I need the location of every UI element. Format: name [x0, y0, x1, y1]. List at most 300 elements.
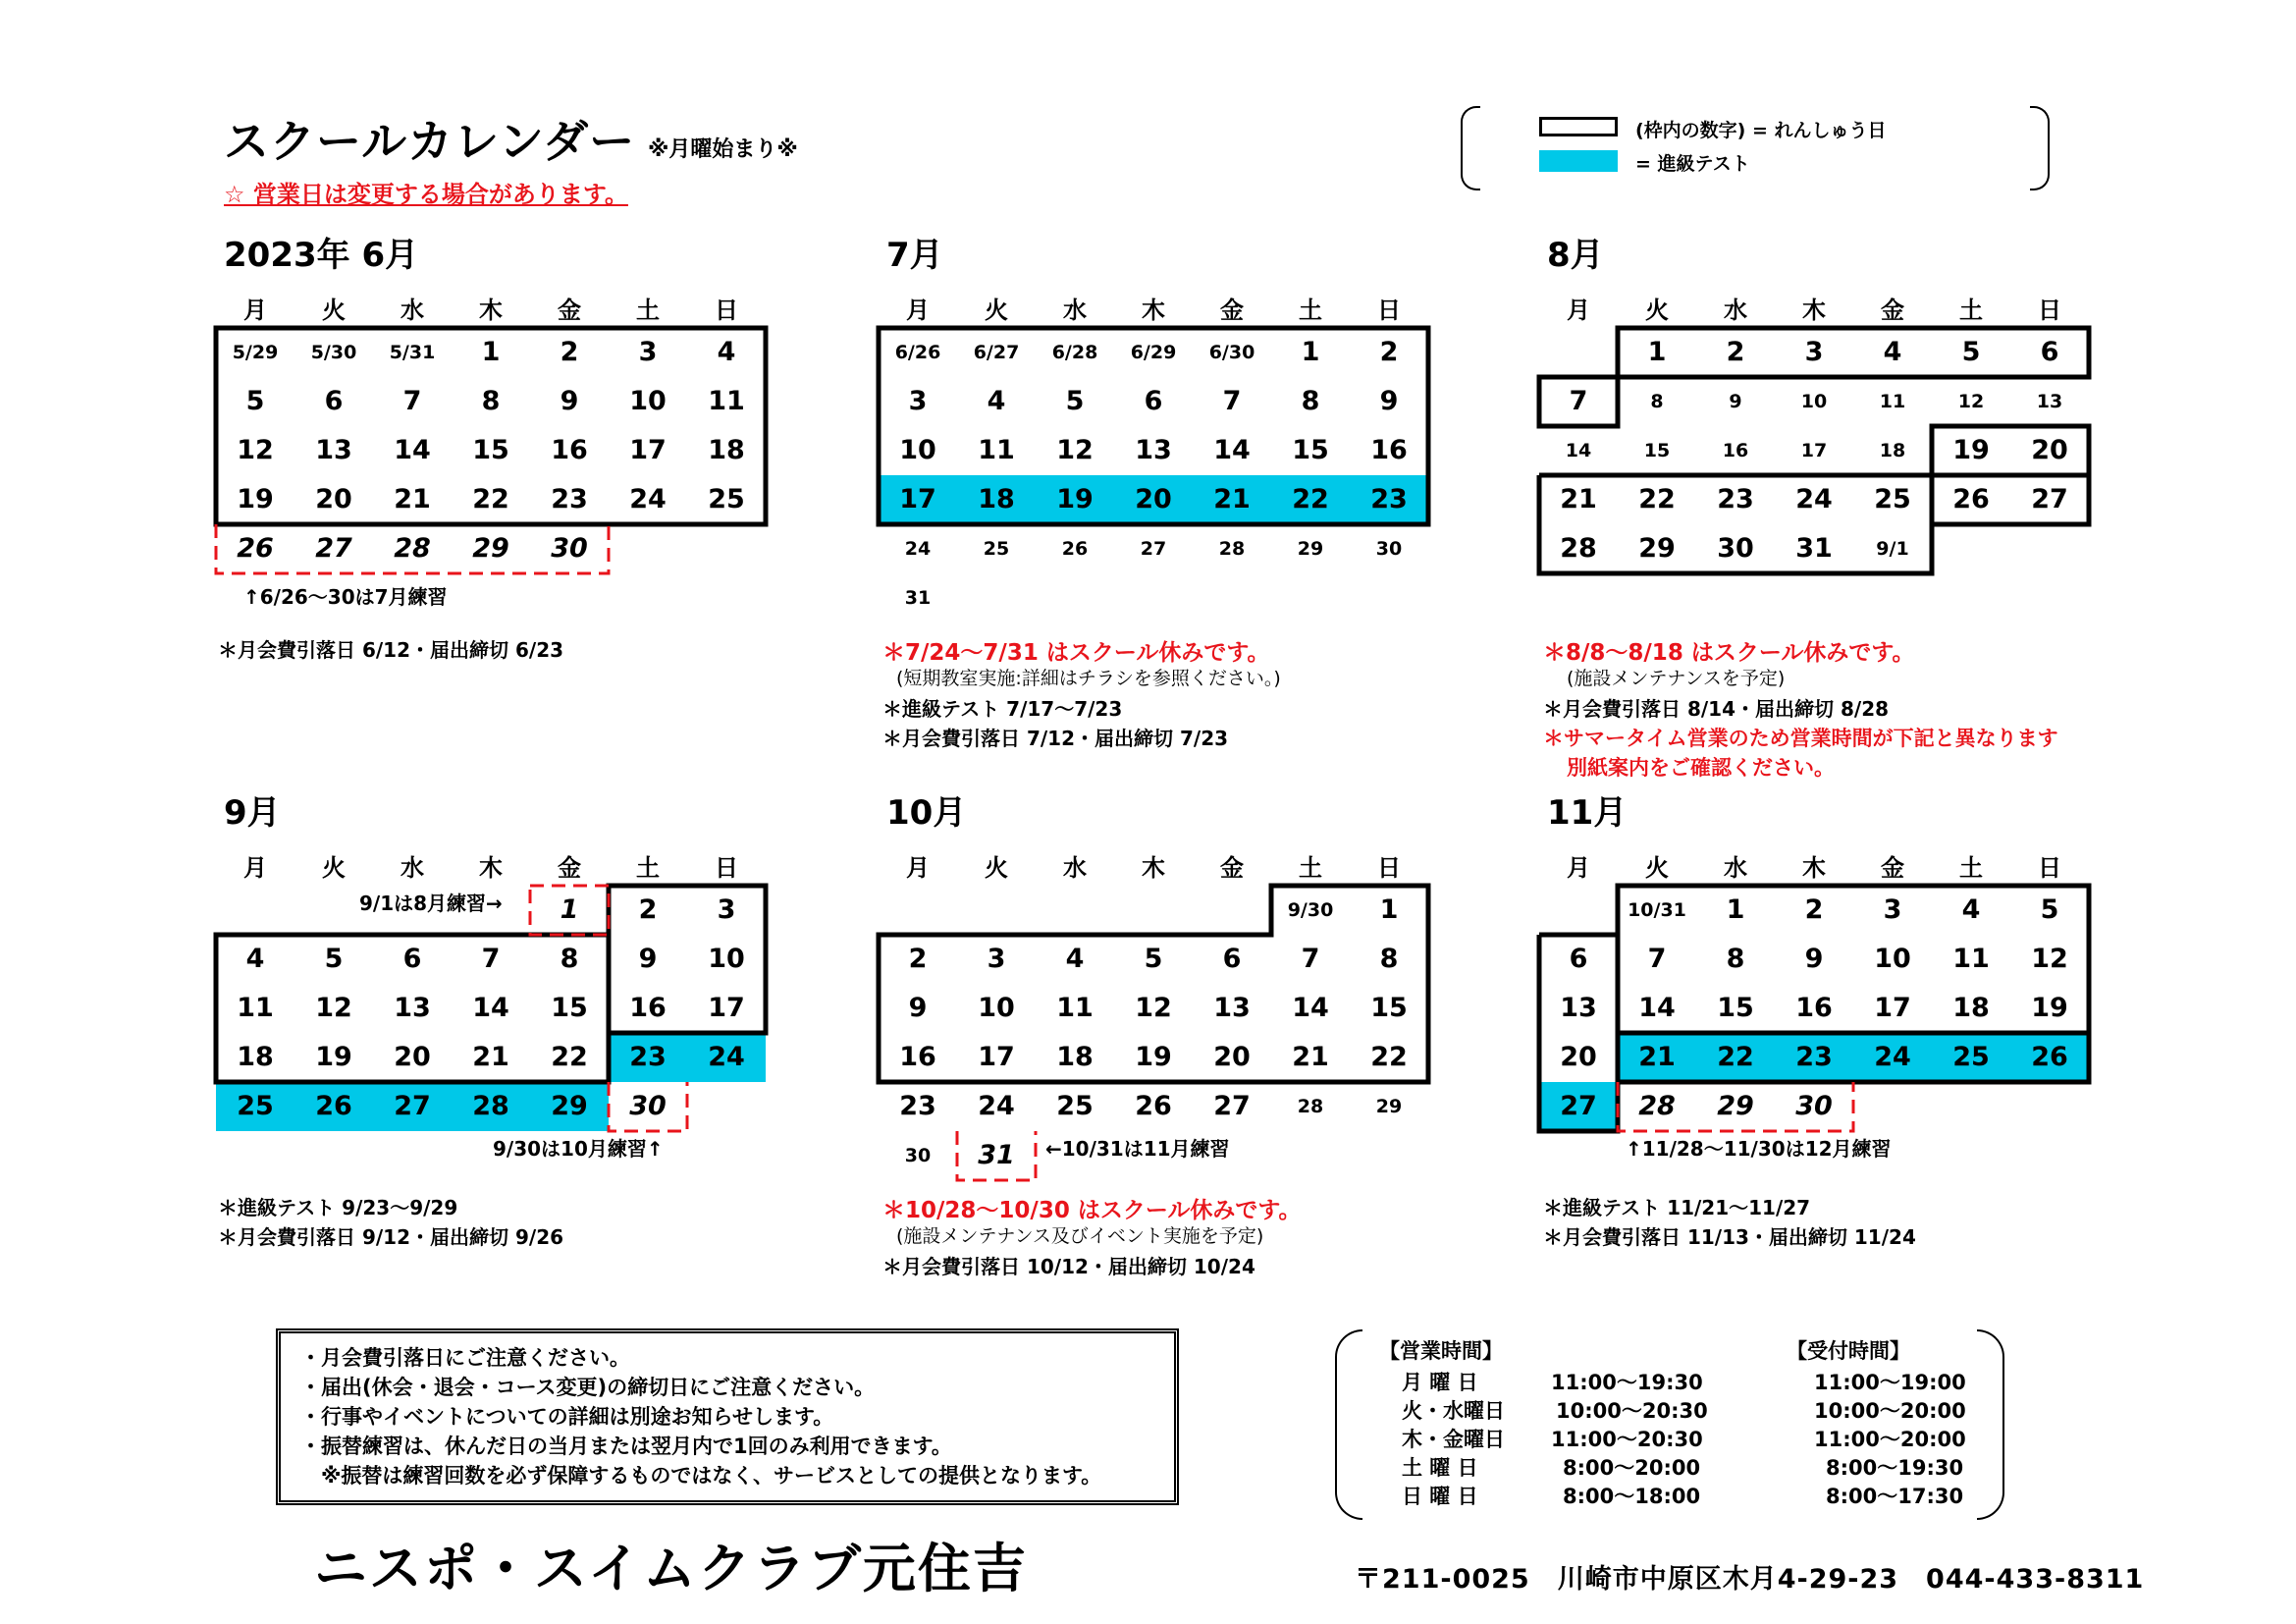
weekday-header: 月: [243, 297, 267, 324]
day-cell: 20: [394, 1042, 431, 1072]
day-cell: 3: [1883, 894, 1902, 925]
day-cell: 6: [2040, 337, 2059, 367]
day-cell: 23: [609, 1033, 687, 1082]
practice-days-outline: [1539, 886, 2089, 1131]
day-cell: 21: [1560, 484, 1597, 514]
day-cell: 30: [1717, 533, 1754, 564]
hours-day: 火・水曜日: [1402, 1399, 1505, 1423]
month-note: ＊7/24〜7/31 はスクール休みです。: [882, 640, 1270, 666]
day-cell: 31: [1795, 533, 1833, 564]
day-cell: 30: [1795, 1091, 1833, 1121]
hours-right-bracket: [1977, 1329, 2004, 1520]
next-month-practice-outline: [957, 1131, 1036, 1180]
day-cell: 25: [1056, 1091, 1094, 1121]
weekday-header: 土: [1959, 297, 1983, 324]
day-cell: 23: [899, 1091, 936, 1121]
hours-day: 日 曜 日: [1402, 1485, 1478, 1508]
day-cell: 1: [481, 337, 501, 367]
practice-days-frame: [875, 324, 1434, 628]
day-cell: 11: [1952, 944, 1990, 974]
day-cell: 3: [1804, 337, 1824, 367]
day-cell: 2: [908, 944, 928, 974]
day-cell: 1: [1379, 894, 1399, 925]
practice-days-outline: [879, 328, 1428, 524]
day-cell: 2: [1726, 337, 1745, 367]
weekday-header: 火: [1645, 854, 1669, 882]
day-cell: 23: [551, 484, 588, 514]
page-title: スクールカレンダー: [224, 115, 636, 168]
legend-test-label: = 進級テスト: [1635, 153, 1750, 175]
day-cell: 19: [1036, 475, 1114, 524]
month-note: ＊進級テスト 11/21〜11/27: [1543, 1196, 1811, 1219]
weekday-header: 土: [1959, 854, 1983, 882]
day-cell: 12: [237, 435, 274, 465]
weekday-header: 水: [1724, 297, 1747, 324]
day-cell: 19: [237, 484, 274, 514]
day-cell: 14: [1292, 993, 1329, 1023]
notice-line: ・振替練習は、休んだ日の当月または翌月内で1回のみ利用できます。: [300, 1435, 952, 1458]
day-cell: 28: [1297, 1096, 1324, 1117]
month-note: 別紙案内をご確認ください。: [1567, 756, 1835, 780]
day-cell: 1: [1726, 894, 1745, 925]
month-title: 8月: [1547, 236, 1604, 275]
day-cell: 18: [1056, 1042, 1094, 1072]
day-cell: 20: [1213, 1042, 1251, 1072]
weekday-header: 水: [400, 297, 424, 324]
day-cell: 3: [638, 337, 658, 367]
day-cell: 5: [245, 386, 265, 416]
day-cell: 24: [629, 484, 667, 514]
day-cell: 8: [560, 944, 579, 974]
day-cell: 6/26: [894, 342, 941, 363]
day-cell: 15: [1292, 435, 1329, 465]
day-cell: 26: [1061, 538, 1089, 560]
day-cell: 29: [1717, 1091, 1754, 1121]
day-cell: 23: [1717, 484, 1754, 514]
day-cell: 21: [394, 484, 431, 514]
weekday-header: 金: [558, 297, 581, 324]
day-cell: 19: [1952, 435, 1990, 465]
day-cell: 13: [2036, 391, 2063, 412]
day-cell: 17: [708, 993, 745, 1023]
day-cell: 29: [1638, 533, 1676, 564]
month-note: (施設メンテナンス及びイベント実施を予定): [896, 1225, 1264, 1247]
day-cell: 22: [551, 1042, 588, 1072]
day-cell: 24: [904, 538, 932, 560]
day-cell: 25: [983, 538, 1010, 560]
notice-line: ・行事やイベントについての詳細は別途お知らせします。: [300, 1405, 834, 1429]
day-cell: 26: [2010, 1033, 2089, 1082]
reception-hours: 10:00〜20:00: [1814, 1399, 1966, 1423]
legend-outline-swatch: [1539, 117, 1618, 136]
day-cell: 9: [1379, 386, 1399, 416]
day-cell: 29: [530, 1082, 609, 1131]
month-note: ＊月会費引落日 7/12・届出締切 7/23: [882, 727, 1229, 750]
day-cell: 4: [987, 386, 1006, 416]
day-cell: 12: [1957, 391, 1985, 412]
day-cell: 16: [551, 435, 588, 465]
day-cell: 20: [2031, 435, 2068, 465]
weekday-header: 金: [1881, 854, 1904, 882]
day-cell: 22: [1696, 1033, 1775, 1082]
day-cell: 5/29: [232, 342, 279, 363]
day-cell: 17: [1874, 993, 1911, 1023]
day-cell: 9: [1804, 944, 1824, 974]
day-cell: 17: [629, 435, 667, 465]
day-cell: 11: [237, 993, 274, 1023]
day-cell: 18: [1952, 993, 1990, 1023]
month-title: 10月: [886, 793, 967, 833]
day-cell: 28: [394, 533, 431, 564]
day-cell: 11: [978, 435, 1015, 465]
practice-days-outline: [216, 328, 766, 524]
day-cell: 14: [1213, 435, 1251, 465]
day-cell: 6/28: [1051, 342, 1098, 363]
day-cell: 15: [1370, 993, 1408, 1023]
weekday-header: 火: [322, 297, 346, 324]
day-cell: 23: [1775, 1033, 1853, 1082]
business-hours: 11:00〜20:30: [1551, 1428, 1703, 1451]
weekday-header: 月: [243, 854, 267, 882]
day-cell: 29: [1297, 538, 1324, 560]
day-cell: 28: [1218, 538, 1246, 560]
day-cell: 6: [1569, 944, 1588, 974]
day-cell: 30: [1375, 538, 1403, 560]
weekday-header: 土: [1299, 297, 1322, 324]
header-warning: ☆ 営業日は変更する場合があります。: [224, 181, 628, 208]
weekday-header: 金: [1220, 854, 1244, 882]
day-cell: 21: [1193, 475, 1271, 524]
reception-hours: 11:00〜19:00: [1814, 1371, 1966, 1394]
weekday-header: 水: [1063, 297, 1087, 324]
day-cell: 12: [1056, 435, 1094, 465]
day-cell: 9: [560, 386, 579, 416]
day-cell: 5/31: [389, 342, 436, 363]
month-title: 9月: [224, 793, 281, 833]
day-cell: 6: [1144, 386, 1163, 416]
day-cell: 8: [1301, 386, 1320, 416]
day-cell: 13: [1135, 435, 1172, 465]
day-cell: 22: [1271, 475, 1350, 524]
weekday-header: 日: [2038, 297, 2061, 324]
day-cell: 18: [708, 435, 745, 465]
day-cell: 15: [1717, 993, 1754, 1023]
day-cell: 12: [315, 993, 352, 1023]
day-cell: 7: [1647, 944, 1667, 974]
day-cell: 19: [1135, 1042, 1172, 1072]
day-cell: 9: [1729, 391, 1742, 412]
weekday-header: 木: [1802, 297, 1826, 324]
practice-days-frame: [212, 882, 772, 1186]
day-cell: 7: [1569, 386, 1588, 416]
day-cell: 5/30: [310, 342, 357, 363]
day-cell: 24: [687, 1033, 766, 1082]
day-cell: 18: [1879, 440, 1906, 461]
day-cell: 4: [1883, 337, 1902, 367]
day-cell: 18: [237, 1042, 274, 1072]
day-cell: 10/31: [1628, 899, 1686, 921]
day-cell: 20: [1114, 475, 1193, 524]
day-cell: 25: [1874, 484, 1911, 514]
month-note: 9/1は8月練習→: [359, 892, 503, 915]
legend-outline-label: (枠内の数字) = れんしゅう日: [1635, 120, 1887, 141]
practice-days-frame: [1535, 324, 2095, 628]
month-note: ＊月会費引落日 10/12・届出締切 10/24: [882, 1255, 1255, 1278]
weekday-header: 水: [1063, 854, 1087, 882]
day-cell: 9: [908, 993, 928, 1023]
weekday-header: 日: [1377, 854, 1401, 882]
day-cell: 30: [629, 1091, 667, 1121]
month-note: ＊月会費引落日 6/12・届出締切 6/23: [218, 638, 564, 662]
day-cell: 15: [1643, 440, 1671, 461]
day-cell: 7: [481, 944, 501, 974]
day-cell: 2: [638, 894, 658, 925]
day-cell: 6: [324, 386, 344, 416]
day-cell: 27: [315, 533, 352, 564]
weekday-header: 木: [1142, 297, 1165, 324]
day-cell: 5: [1144, 944, 1163, 974]
day-cell: 4: [1961, 894, 1981, 925]
day-cell: 10: [629, 386, 667, 416]
day-cell: 31: [978, 1140, 1015, 1170]
legend-test-swatch: [1539, 150, 1618, 172]
day-cell: 14: [472, 993, 509, 1023]
day-cell: 11: [1879, 391, 1906, 412]
day-cell: 12: [1135, 993, 1172, 1023]
day-cell: 27: [1213, 1091, 1251, 1121]
notice-line: ・届出(休会・退会・コース変更)の締切日にご注意ください。: [300, 1376, 876, 1399]
month-note: ＊10/28〜10/30 はスクール休みです。: [882, 1198, 1302, 1223]
business-hours: 8:00〜18:00: [1563, 1485, 1701, 1508]
day-cell: 16: [1722, 440, 1749, 461]
month-note: 9/30は10月練習↑: [493, 1137, 664, 1161]
day-cell: 31: [904, 587, 932, 609]
day-cell: 27: [373, 1082, 452, 1131]
weekday-header: 日: [715, 854, 738, 882]
weekday-header: 火: [322, 854, 346, 882]
day-cell: 10: [978, 993, 1015, 1023]
day-cell: 4: [717, 337, 736, 367]
day-cell: 25: [708, 484, 745, 514]
day-cell: 3: [717, 894, 736, 925]
day-cell: 8: [481, 386, 501, 416]
weekday-header: 土: [636, 297, 660, 324]
day-cell: 13: [1213, 993, 1251, 1023]
day-cell: 26: [1952, 484, 1990, 514]
day-cell: 17: [879, 475, 957, 524]
month-title: 7月: [886, 236, 943, 275]
day-cell: 6/27: [973, 342, 1020, 363]
day-cell: 3: [987, 944, 1006, 974]
hours-table: [1335, 1329, 2004, 1516]
reception-hours: 11:00〜20:00: [1814, 1428, 1966, 1451]
weekday-header: 火: [1645, 297, 1669, 324]
business-hours: 11:00〜19:30: [1551, 1371, 1703, 1394]
day-cell: 14: [394, 435, 431, 465]
weekday-header: 日: [1377, 297, 1401, 324]
day-cell: 3: [908, 386, 928, 416]
day-cell: 16: [629, 993, 667, 1023]
weekday-header: 日: [2038, 854, 2061, 882]
day-cell: 11: [1056, 993, 1094, 1023]
weekday-header: 月: [1567, 297, 1590, 324]
day-cell: 16: [1795, 993, 1833, 1023]
day-cell: 10: [1800, 391, 1828, 412]
weekday-header: 火: [985, 854, 1008, 882]
month-note: ＊月会費引落日 9/12・届出締切 9/26: [218, 1225, 564, 1249]
day-cell: 19: [315, 1042, 352, 1072]
day-cell: 25: [216, 1082, 294, 1131]
business-hours-header: 【営業時間】: [1379, 1339, 1503, 1363]
weekday-header: 日: [715, 297, 738, 324]
day-cell: 24: [1795, 484, 1833, 514]
weekday-header: 金: [558, 854, 581, 882]
day-cell: 30: [551, 533, 588, 564]
day-cell: 8: [1379, 944, 1399, 974]
month-note: ←10/31は11月練習: [1045, 1137, 1230, 1161]
day-cell: 7: [402, 386, 422, 416]
day-cell: 29: [472, 533, 509, 564]
day-cell: 2: [560, 337, 579, 367]
day-cell: 5: [1961, 337, 1981, 367]
weekday-header: 月: [906, 297, 930, 324]
day-cell: 4: [245, 944, 265, 974]
day-cell: 23: [1350, 475, 1428, 524]
title-note: ※月曜始まり※: [648, 137, 798, 162]
weekday-header: 木: [1802, 854, 1826, 882]
club-address: 〒211-0025 川崎市中原区木月4-29-23 044-433-8311: [1355, 1564, 2145, 1595]
day-cell: 18: [957, 475, 1036, 524]
day-cell: 19: [2031, 993, 2068, 1023]
day-cell: 7: [1222, 386, 1242, 416]
day-cell: 28: [1560, 533, 1597, 564]
business-hours: 8:00〜20:00: [1563, 1456, 1701, 1480]
day-cell: 26: [1135, 1091, 1172, 1121]
day-cell: 1: [1301, 337, 1320, 367]
day-cell: 6/29: [1130, 342, 1177, 363]
weekday-header: 木: [479, 854, 503, 882]
day-cell: 11: [708, 386, 745, 416]
day-cell: 26: [294, 1082, 373, 1131]
day-cell: 13: [315, 435, 352, 465]
day-cell: 14: [1565, 440, 1592, 461]
weekday-header: 水: [400, 854, 424, 882]
month-note: ＊月会費引落日 8/14・届出締切 8/28: [1543, 697, 1890, 721]
day-cell: 28: [452, 1082, 530, 1131]
month-note: ＊月会費引落日 11/13・届出締切 11/24: [1543, 1225, 1916, 1249]
day-cell: 30: [904, 1145, 932, 1166]
day-cell: 9: [638, 944, 658, 974]
month-title: 11月: [1547, 793, 1628, 833]
next-month-practice-outline: [216, 524, 609, 573]
day-cell: 2: [1379, 337, 1399, 367]
weekday-header: 金: [1881, 297, 1904, 324]
day-cell: 5: [2040, 894, 2059, 925]
day-cell: 21: [472, 1042, 509, 1072]
weekday-header: 土: [1299, 854, 1322, 882]
practice-days-outline: [879, 886, 1428, 1082]
day-cell: 6: [402, 944, 422, 974]
reception-hours-header: 【受付時間】: [1787, 1339, 1910, 1363]
weekday-header: 土: [636, 854, 660, 882]
day-cell: 10: [1874, 944, 1911, 974]
day-cell: 27: [1539, 1082, 1618, 1131]
month-note: ＊進級テスト 7/17〜7/23: [882, 697, 1123, 721]
weekday-header: 木: [479, 297, 503, 324]
day-cell: 24: [978, 1091, 1015, 1121]
day-cell: 8: [1726, 944, 1745, 974]
day-cell: 5: [324, 944, 344, 974]
day-cell: 1: [1647, 337, 1667, 367]
month-note: (施設メンテナンスを予定): [1567, 668, 1786, 689]
day-cell: 8: [1650, 391, 1664, 412]
day-cell: 14: [1638, 993, 1676, 1023]
day-cell: 10: [899, 435, 936, 465]
legend-left-bracket: [1461, 106, 1480, 190]
hours-day: 土 曜 日: [1402, 1456, 1478, 1480]
day-cell: 21: [1618, 1033, 1696, 1082]
day-cell: 27: [1140, 538, 1167, 560]
day-cell: 4: [1065, 944, 1085, 974]
month-title: 2023年 6月: [224, 236, 419, 275]
day-cell: 9/30: [1287, 899, 1334, 921]
month-note: (短期教室実施:詳細はチラシを参照ください。): [896, 668, 1281, 689]
legend-right-bracket: [2030, 106, 2050, 190]
day-cell: 12: [2031, 944, 2068, 974]
notice-line: ※振替は練習回数を必ず保障するものではなく、サービスとしての提供となります。: [300, 1464, 1102, 1488]
day-cell: 21: [1292, 1042, 1329, 1072]
business-hours: 10:00〜20:30: [1556, 1399, 1708, 1423]
month-note: ↑11/28〜11/30は12月練習: [1626, 1137, 1892, 1161]
day-cell: 15: [472, 435, 509, 465]
day-cell: 5: [1065, 386, 1085, 416]
day-cell: 25: [1932, 1033, 2010, 1082]
weekday-header: 火: [985, 297, 1008, 324]
day-cell: 28: [1638, 1091, 1676, 1121]
weekday-header: 月: [906, 854, 930, 882]
day-cell: 9/1: [1876, 538, 1909, 560]
day-cell: 24: [1853, 1033, 1932, 1082]
hours-left-bracket: [1335, 1329, 1362, 1520]
day-cell: 29: [1375, 1096, 1403, 1117]
day-cell: 20: [315, 484, 352, 514]
notice-line: ・月会費引落日にご注意ください。: [300, 1346, 630, 1370]
month-note: ↑6/26〜30は7月練習: [243, 585, 448, 609]
day-cell: 7: [1301, 944, 1320, 974]
reception-hours: 8:00〜19:30: [1826, 1456, 1964, 1480]
hours-day: 木・金曜日: [1402, 1428, 1505, 1451]
day-cell: 13: [394, 993, 431, 1023]
day-cell: 22: [1370, 1042, 1408, 1072]
weekday-header: 木: [1142, 854, 1165, 882]
day-cell: 16: [899, 1042, 936, 1072]
day-cell: 20: [1560, 1042, 1597, 1072]
day-cell: 26: [237, 533, 274, 564]
day-cell: 6: [1222, 944, 1242, 974]
day-cell: 17: [978, 1042, 1015, 1072]
reception-hours: 8:00〜17:30: [1826, 1485, 1964, 1508]
practice-days-outline: [1539, 328, 2089, 573]
weekday-header: 月: [1567, 854, 1590, 882]
club-name: ニスポ・スイムクラブ元住吉: [314, 1538, 1028, 1599]
weekday-header: 水: [1724, 854, 1747, 882]
hours-day: 月 曜 日: [1402, 1371, 1478, 1394]
day-cell: 22: [1638, 484, 1676, 514]
next-month-practice-outline: [1618, 1082, 1853, 1131]
day-cell: 27: [2031, 484, 2068, 514]
day-cell: 15: [551, 993, 588, 1023]
day-cell: 13: [1560, 993, 1597, 1023]
